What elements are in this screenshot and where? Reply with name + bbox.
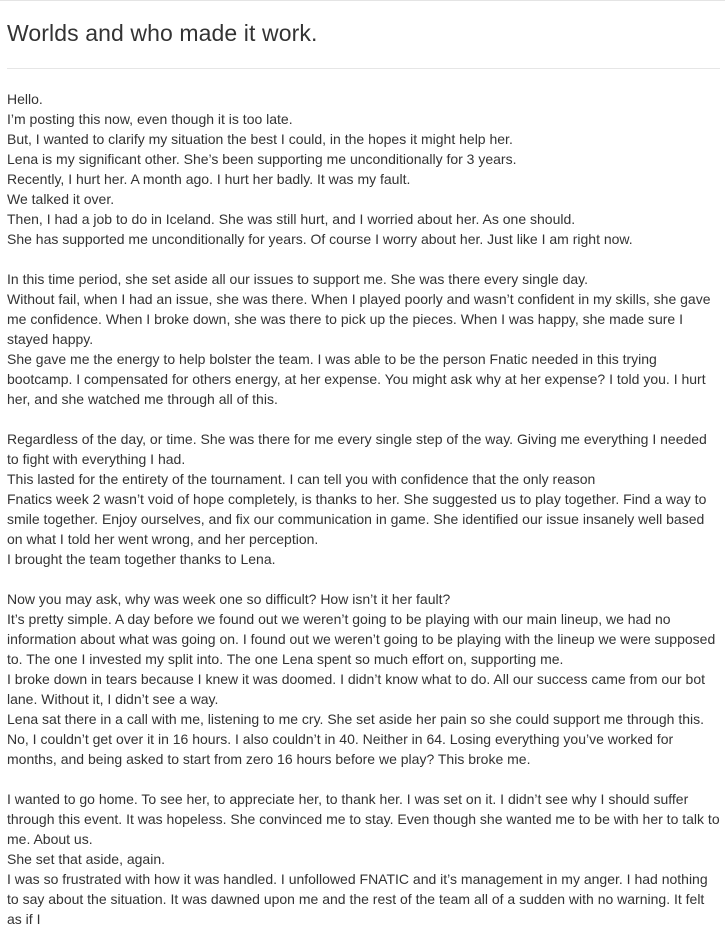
paragraph — [7, 269, 718, 409]
text-line: as if I — [7, 911, 41, 927]
text-line: Fnatics week 2 wasn’t void of hope completely, is thanks to her. She suggested us to play together. Find a way to — [7, 491, 707, 507]
text-line: But, I wanted to clarify my situation the best I could, in the hopes it might help her. — [7, 131, 513, 147]
text-line: on what I told her went wrong, and her perception. — [7, 531, 319, 547]
text-line: Lena sat there in a call with me, listening to me cry. She set aside her pain so she could support me through this. — [7, 711, 705, 727]
paragraph — [7, 89, 718, 249]
text-line: She has supported me unconditionally for years. Of course I worry about her. Just like I am right now. — [7, 231, 633, 247]
text-line: This lasted for the entirety of the tournament. I can tell you with confidence that the only reason — [7, 471, 596, 487]
paragraph — [7, 429, 718, 569]
text-line: to. The one I invested my split into. The one Lena spent so much effort on, supporting me. — [7, 651, 564, 667]
text-line: I broke down in tears because I knew it was doomed. I didn’t know what to do. All our success came from our bot — [7, 671, 706, 687]
text-line: lane. Without it, I didn’t see a way. — [7, 691, 219, 707]
text-line: Lena is my significant other. She’s been supporting me unconditionally for 3 years. — [7, 151, 517, 167]
text-line: bootcamp. I compensated for others energy, at her expense. You might ask why at her expense? I told you. I hurt — [7, 371, 706, 387]
text-line: Regardless of the day, or time. She was there for me every single step of the way. Giving me everything I needed — [7, 431, 707, 447]
text-line: information about what was going on. I found out we weren’t going to be playing with the lineup we were supposed — [7, 631, 716, 647]
text-line: Without fail, when I had an issue, she was there. When I played poorly and wasn’t confident in my skills, she gave — [7, 291, 711, 307]
text-line: to say about the situation. It was dawned upon me and the rest of the team all of a sudden with no warning. It felt — [7, 891, 705, 907]
text-line: Now you may ask, why was week one so difficult? How isn’t it her fault? — [7, 591, 451, 607]
text-line: I’m posting this now, even though it is too late. — [7, 111, 293, 127]
text-line: Then, I had a job to do in Iceland. She was still hurt, and I worried about her. As one should. — [7, 211, 576, 227]
text-line: No, I couldn’t get over it in 16 hours. I also couldn’t in 40. Neither in 64. Losing everything you’ve worked for — [7, 731, 674, 747]
title-divider — [7, 68, 720, 69]
text-line: Recently, I hurt her. A month ago. I hurt her badly. It was my fault. — [7, 171, 411, 187]
paragraph — [7, 589, 718, 769]
post-title: Worlds and who made it work. — [7, 20, 318, 46]
text-line: It’s pretty simple. A day before we found out we weren’t going to be playing with our main lineup, we had no — [7, 611, 671, 627]
text-line: I brought the team together thanks to Lena. — [7, 551, 276, 567]
text-line: smile together. Enjoy ourselves, and fix our communication in game. She identified our issue insanely well based — [7, 511, 705, 527]
text-line: stayed happy. — [7, 331, 94, 347]
text-line: Hello. — [7, 91, 43, 107]
post-body — [7, 89, 718, 949]
text-line: me. About us. — [7, 831, 93, 847]
text-line: In this time period, she set aside all our issues to support me. She was there every single day. — [7, 271, 589, 287]
text-line: I was so frustrated with how it was handled. I unfollowed FNATIC and it’s management in my anger. I had nothing — [7, 871, 708, 887]
top-border — [0, 0, 725, 1]
paragraph — [7, 789, 718, 929]
text-line: I wanted to go home. To see her, to appreciate her, to thank her. I was set on it. I didn’t see why I should suffer — [7, 791, 689, 807]
text-line: We talked it over. — [7, 191, 115, 207]
text-line: to fight with everything I had. — [7, 451, 186, 467]
text-line: She gave me the energy to help bolster the team. I was able to be the person Fnatic needed in this trying — [7, 351, 657, 367]
text-line: me confidence. When I broke down, she was there to pick up the pieces. When I was happy, she made sure I — [7, 311, 683, 327]
text-line: her, and she watched me through all of this. — [7, 391, 278, 407]
text-line: through this event. It was hopeless. She convinced me to stay. Even though she wanted me to be with her to talk to — [7, 811, 720, 827]
text-line: months, and being asked to start from zero 16 hours before we play? This broke me. — [7, 751, 531, 767]
text-line: She set that aside, again. — [7, 851, 165, 867]
